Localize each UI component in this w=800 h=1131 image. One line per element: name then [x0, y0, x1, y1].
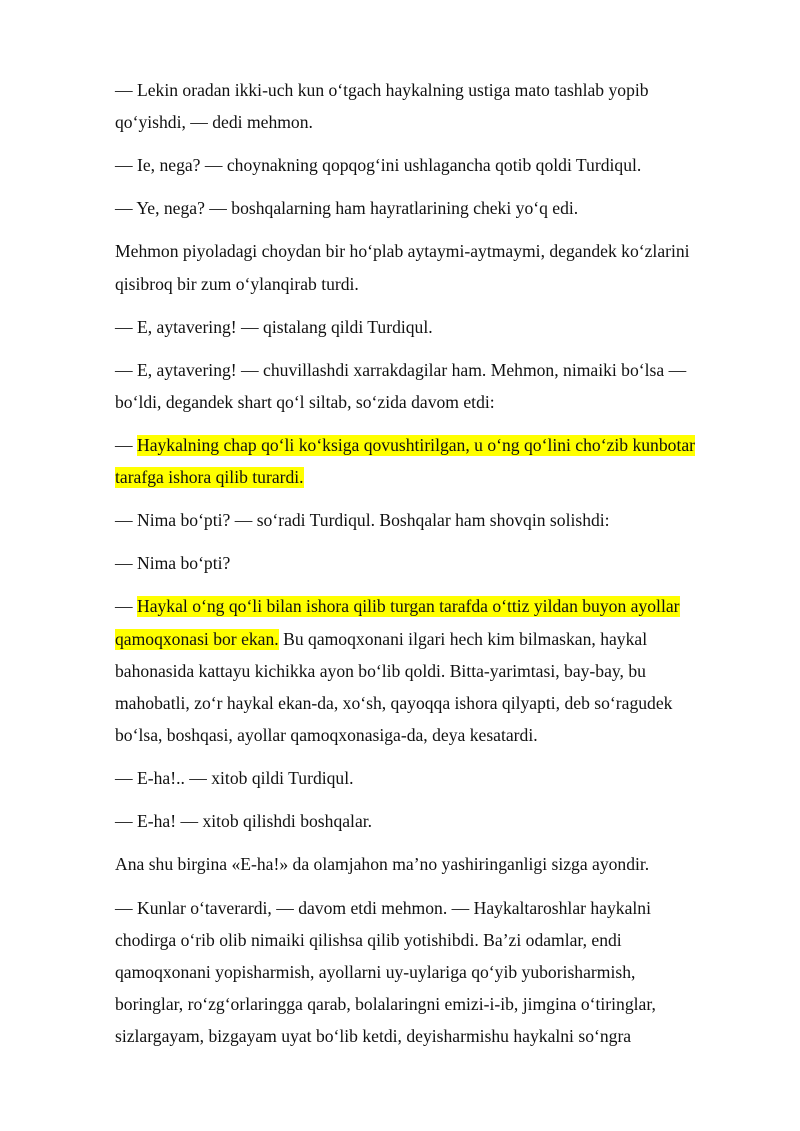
paragraph — [115, 892, 750, 1053]
text-line — [115, 762, 750, 794]
paragraph — [115, 504, 750, 536]
paragraph — [115, 311, 750, 343]
text-segment: mahobatli, zo‘r haykal ekan-da, xo‘sh, qayoqqa ishora qilyapti, deb so‘ragudek — [115, 693, 673, 714]
text-line — [115, 1020, 750, 1052]
text-segment: — E-ha! — xitob qilishdi boshqalar. — [115, 811, 373, 832]
text-segment: Ana shu birgina «E-ha!» da olamjahon ma’no yashiringanligi sizga ayondir. — [115, 854, 650, 875]
paragraph — [115, 429, 750, 493]
text-line — [115, 719, 750, 751]
text-segment: chodirga o‘rib olib nimaiki qilishsa qilib yotishibdi. Ba’zi odamlar, endi — [115, 929, 622, 950]
text-line — [115, 988, 750, 1020]
highlighted-text: tarafga ishora qilib turardi. — [115, 467, 304, 488]
text-line — [115, 235, 750, 267]
text-segment: boringlar, ro‘zg‘orlaringga qarab, bolalaringni emizi-i-ib, jimgina o‘tiringlar, — [115, 994, 656, 1015]
paragraph — [115, 547, 750, 579]
paragraph — [115, 848, 750, 880]
text-segment: — E-ha!.. — xitob qildi Turdiqul. — [115, 768, 354, 789]
text-segment: — E, aytavering! — chuvillashdi xarrakdagilar ham. Mehmon, nimaiki bo‘lsa — — [115, 359, 687, 380]
text-segment: — Lekin oradan ikki-uch kun o‘tgach haykalning ustiga mato tashlab yopib — [115, 80, 649, 100]
document-text — [115, 74, 750, 1063]
text-segment: bo‘ldi, degandek shart qo‘l siltab, so‘zida davom etdi: — [115, 391, 495, 412]
text-line — [115, 924, 750, 956]
text-segment: qamoqxonani yopisharmish, ayollarni uy-uylariga qo‘yib yuborisharmish, — [115, 961, 636, 982]
text-segment: qo‘yishdi, — dedi mehmon. — [115, 112, 313, 133]
paragraph — [115, 149, 750, 181]
text-line — [115, 268, 750, 300]
text-segment: — — [115, 596, 137, 617]
text-segment: — Kunlar o‘taverardi, — davom etdi mehmon. — Haykaltaroshlar haykalni — [115, 897, 651, 918]
text-line — [115, 429, 750, 461]
text-line — [115, 848, 750, 880]
text-segment: — Ye, nega? — boshqalarning ham hayratlarining cheki yo‘q edi. — [115, 198, 579, 219]
text-line — [115, 504, 750, 536]
text-line — [115, 892, 750, 924]
text-segment: — E, aytavering! — qistalang qildi Turdiqul. — [115, 316, 433, 337]
paragraph — [115, 354, 750, 418]
text-line — [115, 74, 750, 106]
text-line — [115, 547, 750, 579]
text-line — [115, 687, 750, 719]
text-segment: bo‘lsa, boshqasi, ayollar qamoqxonasiga-da, deya kesatardi. — [115, 725, 538, 746]
highlighted-text: Haykalning chap qo‘li ko‘ksiga qovushtirilgan, u o‘ng qo‘lini cho‘zib kunbotar — [137, 435, 696, 456]
text-line — [115, 354, 750, 386]
text-segment: Mehmon piyoladagi choydan bir ho‘plab aytaymi-aytmaymi, degandek ko‘zlarini — [115, 241, 690, 262]
text-segment: — — [115, 435, 137, 456]
text-line — [115, 149, 750, 181]
text-segment: — Nima bo‘pti? — so‘radi Turdiqul. Boshqalar ham shovqin solishdi: — [115, 510, 610, 531]
text-segment: qisibroq bir zum o‘ylanqirab turdi. — [115, 273, 359, 294]
paragraph — [115, 805, 750, 837]
paragraph — [115, 192, 750, 224]
text-line — [115, 311, 750, 343]
text-line — [115, 386, 750, 418]
text-line — [115, 956, 750, 988]
text-segment: Bu qamoqxonani ilgari hech kim bilmaskan, haykal — [278, 628, 648, 649]
paragraph — [115, 590, 750, 751]
text-segment: — Nima bo‘pti? — [115, 553, 231, 574]
text-line — [115, 461, 750, 493]
highlighted-text: qamoqxonasi bor ekan. — [115, 628, 279, 649]
text-line — [115, 590, 750, 622]
paragraph — [115, 762, 750, 794]
text-line — [115, 805, 750, 837]
highlighted-text: Haykal o‘ng qo‘li bilan ishora qilib turgan tarafda o‘ttiz yildan buyon ayollar — [137, 596, 680, 617]
text-line — [115, 192, 750, 224]
text-line — [115, 106, 750, 138]
paragraph — [115, 74, 750, 138]
text-line — [115, 655, 750, 687]
text-segment: bahonasida kattayu kichikka ayon bo‘lib qoldi. Bitta-yarimtasi, bay-bay, bu — [115, 660, 646, 681]
text-line — [115, 623, 750, 655]
paragraph — [115, 235, 750, 299]
text-segment: sizlargayam, bizgayam uyat bo‘lib ketdi, deyisharmishu haykalni so‘ngra — [115, 1026, 632, 1047]
text-segment: — Ie, nega? — choynakning qopqog‘ini ushlagancha qotib qoldi Turdiqul. — [115, 155, 642, 176]
